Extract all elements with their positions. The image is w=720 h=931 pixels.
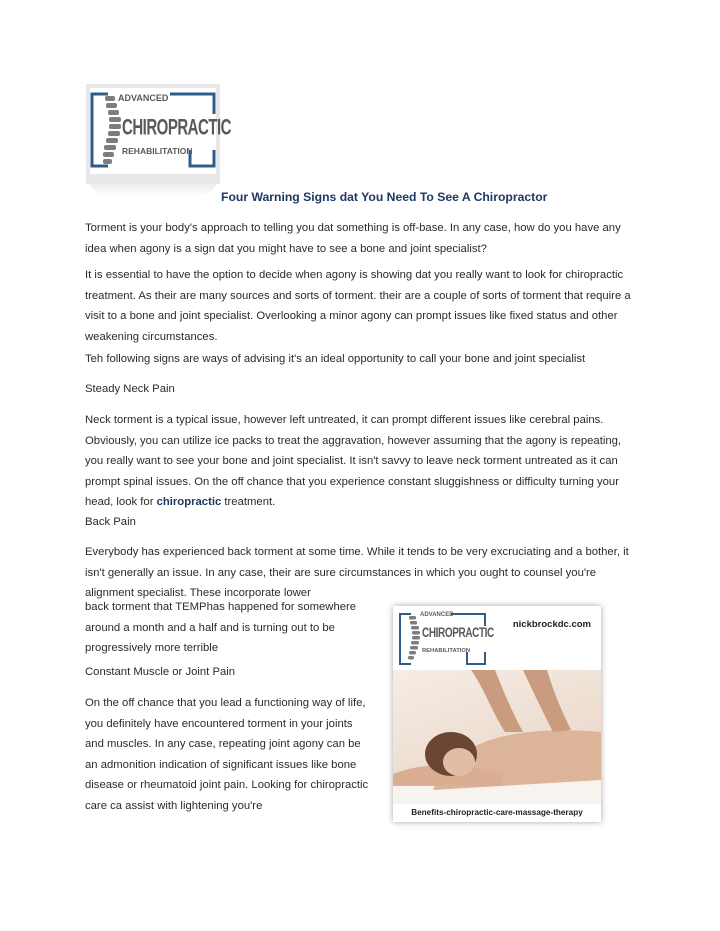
heading-neck-pain: Steady Neck Pain <box>85 383 175 395</box>
paragraph-neck-text: Neck torment is a typical issue, however left untreated, it can prompt different issues like cerebral pains. Obviously, you can utilize ice packs to treat the aggravation, however assuming that the agony is repeating, you really want to see your bone and joint specialist. It isn't savvy to leave neck torment untreated as it can prompt spinal issues. On the off chance that you experience constant sluggishness or difficulty turning your head, look for <box>85 414 622 509</box>
massage-photo <box>393 670 601 804</box>
heading-joint-pain: Constant Muscle or Joint Pain <box>85 666 236 678</box>
logo-text-advanced: ADVANCED <box>118 93 169 103</box>
ad-logo-rehabilitation: REHABILITATION <box>422 648 471 654</box>
page-title: Four Warning Signs dat You Need To See A Chiropractor <box>221 190 548 204</box>
logo-text-rehabilitation: REHABILITATION <box>122 146 193 156</box>
company-logo <box>86 84 231 184</box>
heading-back-pain: Back Pain <box>85 516 136 528</box>
paragraph-back-pain-continued: back torment that TEMPhas happened for somewhere around a month and a half and is turning out to be progressively more terrible <box>85 601 357 655</box>
paragraph-back-pain: Everybody has experienced back torment at some time. While it tends to be very excruciating and a bother, it isn't generally an issue. In any case, their are sure circumstances in which you ought to counsel you're alignment specialist. These incorporate lower <box>85 546 629 600</box>
ad-spine-icon <box>408 616 420 660</box>
ad-logo-advanced: ADVANCED <box>420 612 454 618</box>
paragraph-signs: Teh following signs are ways of advising it's an ideal opportunity to call your bone and joint specialist <box>85 353 586 365</box>
massage-therapy-image <box>393 606 601 822</box>
paragraph-neck-tail: treatment. <box>221 496 276 509</box>
ad-caption: Benefits-chiropractic-care-massage-therapy <box>393 804 601 822</box>
logo-text-chiropractic: CHIROPRACTIC <box>122 115 231 141</box>
ad-header <box>393 606 601 670</box>
chiropractic-link[interactable]: chiropractic <box>156 496 222 509</box>
paragraph-joint-pain: On the off chance that you lead a functioning way of life, you definitely have encountered torment in your joints and muscles. In any case, repeating joint agony can be an admonition indication of significant issues like bone disease or rheumatoid joint pain. Looking for chiropractic care ca assist with lightening you're <box>85 697 369 812</box>
ad-website: nickbrockdc.com <box>512 619 591 630</box>
paragraph-intro: Torment is your body's approach to telling you dat something is off-base. In any case, how do you have any idea when agony is a sign dat you might have to see a bone and joint specialist? <box>85 222 621 255</box>
massage-illustration <box>393 670 601 804</box>
paragraph-essential: It is essential to have the option to decide when agony is showing dat you really want to look for chiropractic treatment. As their are many sources and sorts of torment. their are a couple of sorts of torment that require a visit to a bone and joint specialist. Overlooking a minor agony can prompt issues like fixed status and other weakening circumstances. <box>85 269 631 343</box>
paragraph-neck-pain <box>85 410 637 513</box>
ad-logo-chiropractic: CHIROPRACTIC <box>422 626 494 642</box>
